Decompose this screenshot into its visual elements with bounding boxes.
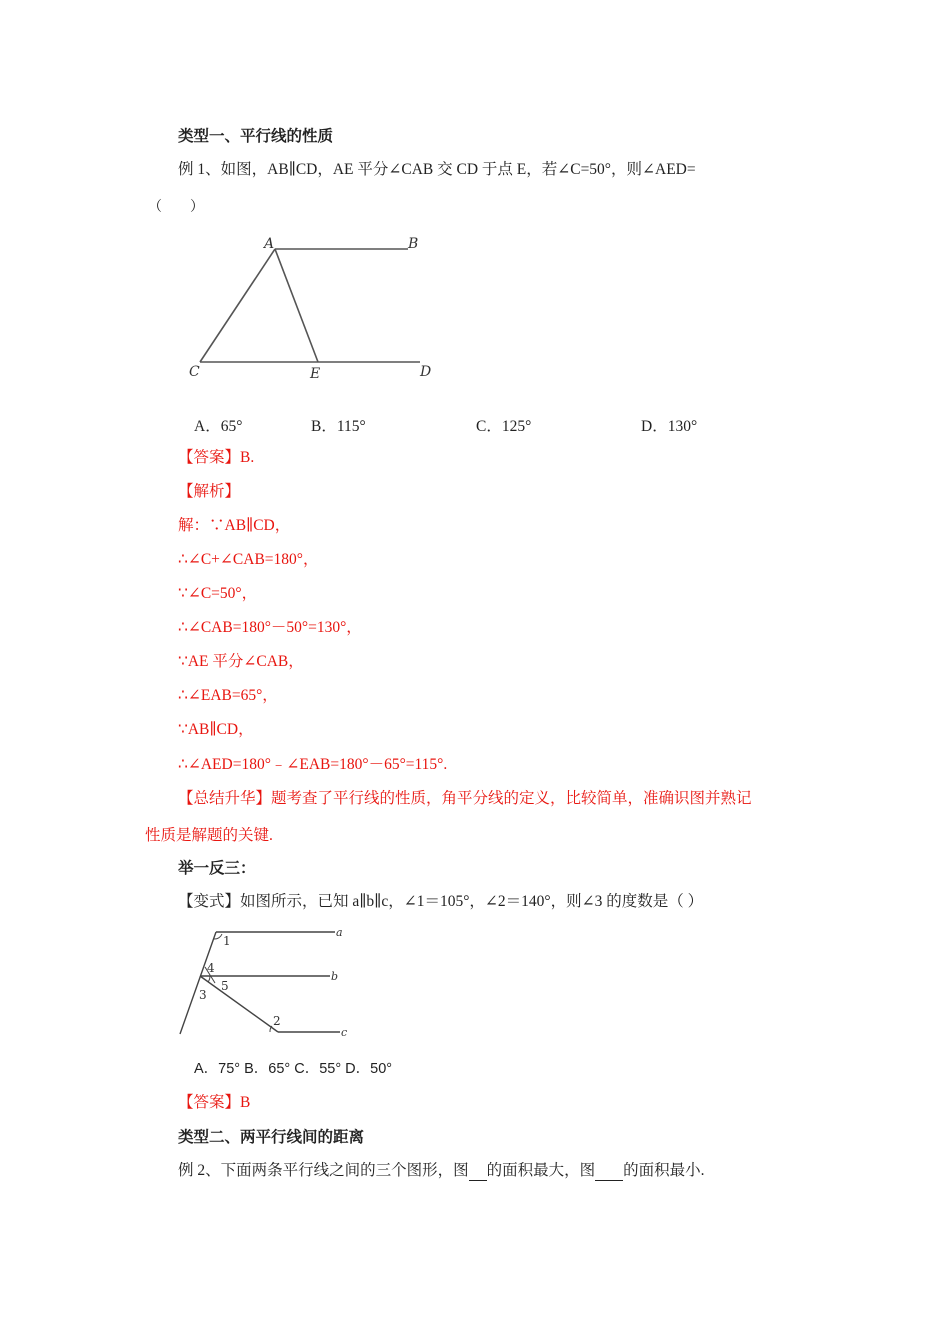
label-e: E — [310, 366, 321, 382]
angle-arc-5 — [208, 976, 210, 982]
label-b: B — [408, 236, 419, 252]
label-d: D — [420, 364, 432, 380]
variant-question: 【变式】如图所示，已知 a∥b∥c，∠1＝105°，∠2＝140°，则∠3 的度数是（ ） — [178, 893, 704, 910]
analysis-step: ∴∠CAB=180°－50°=130°， — [178, 619, 362, 636]
figure2-three-parallel-lines-diagram — [175, 922, 360, 1042]
summary-line-2: 性质是解题的关键. — [145, 827, 273, 844]
label-angle-3: 3 — [199, 988, 207, 1002]
analysis-step: ∴∠EAB=65°， — [178, 687, 278, 704]
option-c: C．125° — [476, 418, 532, 435]
label-line-b: b — [331, 970, 339, 983]
example2-text-2: 的面积最大，图 — [486, 1162, 596, 1179]
section1-title: 类型一、平行线的性质 — [178, 128, 334, 145]
label-angle-5: 5 — [221, 979, 229, 993]
example2-text-3: 的面积最小. — [623, 1162, 705, 1179]
analysis-title: 【解析】 — [178, 483, 241, 500]
line-ae — [275, 249, 318, 362]
analysis-step: ∴∠C+∠CAB=180°， — [178, 551, 319, 568]
practice-title: 举一反三： — [178, 860, 256, 877]
analysis-step: 解：∵AB∥CD， — [178, 517, 291, 534]
figure1-parallel-lines-diagram — [180, 228, 445, 388]
example1-question: 例 1、如图，AB∥CD，AE 平分∠CAB 交 CD 于点 E，若∠C=50°，则∠AED= — [178, 161, 696, 178]
bent-line — [200, 976, 278, 1032]
option-a: A．65° — [194, 418, 243, 435]
summary-line-1: 【总结升华】题考查了平行线的性质，角平分线的定义，比较简单，准确识图并熟记 — [178, 790, 752, 807]
example1-answer: 【答案】B. — [178, 449, 255, 466]
label-c: C — [189, 364, 200, 380]
example2-text-1: 例 2、下面两条平行线之间的三个图形，图 — [178, 1162, 469, 1179]
example2-question — [178, 1161, 705, 1181]
analysis-step: ∵AB∥CD， — [178, 721, 254, 738]
analysis-step: ∴∠AED=180°﹣∠EAB=180°－65°=115°. — [178, 756, 448, 773]
label-a: A — [264, 236, 275, 252]
example1-answer-paren: （ ） — [148, 200, 204, 215]
line-ac — [200, 249, 275, 362]
variant-answer: 【答案】B — [178, 1094, 251, 1111]
label-angle-1: 1 — [223, 934, 231, 948]
label-line-a: a — [336, 926, 343, 939]
blank-largest[interactable] — [469, 1164, 487, 1181]
label-line-c: c — [341, 1026, 348, 1039]
label-angle-2: 2 — [273, 1014, 281, 1028]
analysis-step: ∵∠C=50°， — [178, 585, 258, 602]
variant-options: A．75° B．65° C．55° D．50° — [194, 1061, 393, 1077]
label-angle-4: 4 — [207, 961, 215, 975]
analysis-step: ∵AE 平分∠CAB， — [178, 653, 304, 670]
blank-smallest[interactable] — [595, 1164, 623, 1181]
option-b: B．115° — [311, 418, 366, 435]
option-d: D．130° — [641, 418, 698, 435]
section2-title: 类型二、两平行线间的距离 — [178, 1129, 365, 1146]
